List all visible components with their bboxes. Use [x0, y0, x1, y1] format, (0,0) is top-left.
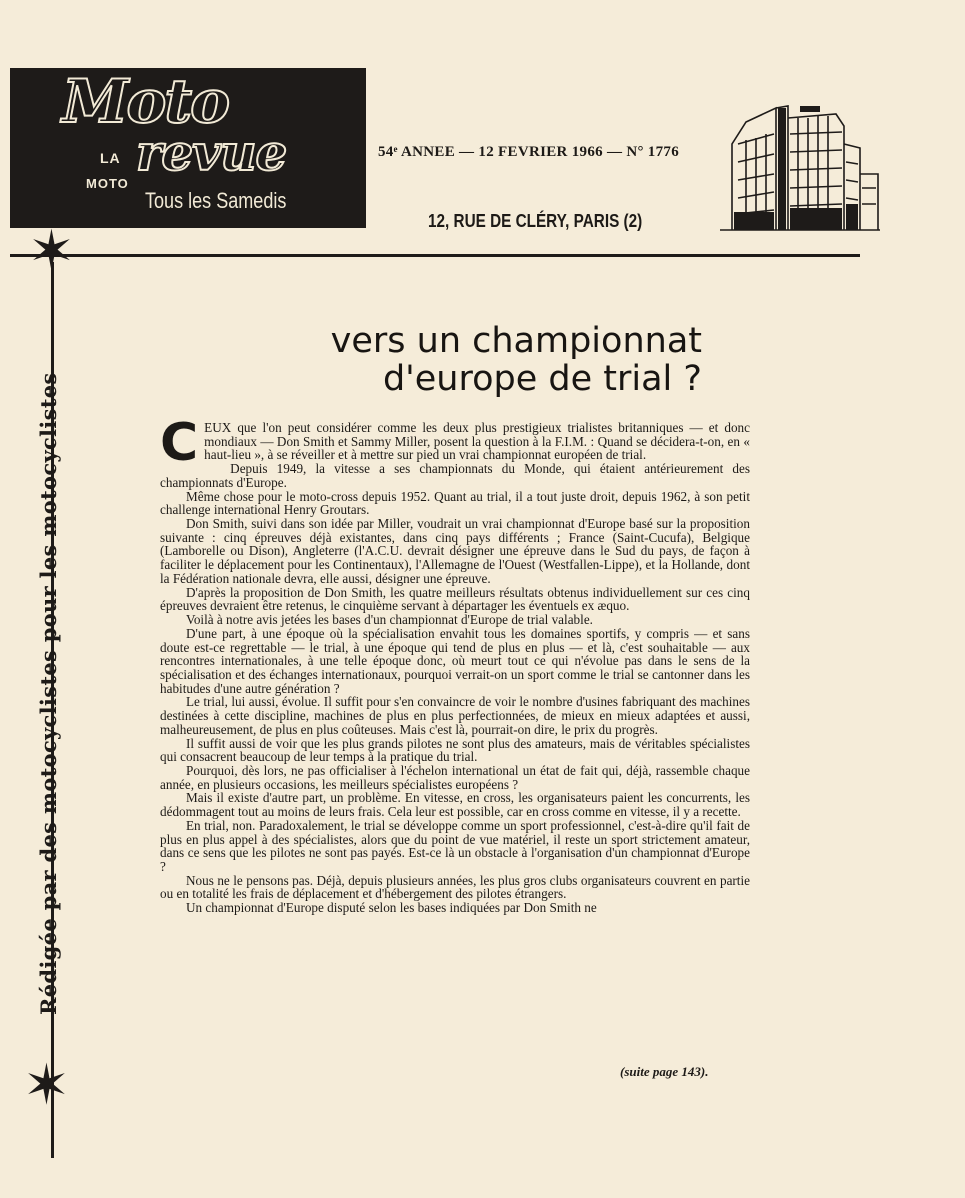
- paragraph: En trial, non. Paradoxalement, le trial se développe comme un sport professionnel, c'est-à-dire qu'il fait de plus en plus appel à des spécialistes, alors que du point de vue matériel, il reste un sport strictement amateur, dans ce sens que les pilotes ne sont pas payés. Est-ce là un obstacle à l'organisation d'un championnat d'Europe ?: [160, 817, 750, 874]
- header-rule: [10, 254, 860, 257]
- masthead-tagline: Tous les Samedis: [145, 188, 287, 213]
- paragraph: Le trial, lui aussi, évolue. Il suffit pour s'en convaincre de voir le nombre d'usines fabriquant des machines destinées à cette discipline, machines de plus en plus perfectionnées, de mieux en mieux adaptées et aussi, malheureusement, de plus en plus coûteuses. Mais c'est là, pourrait-on dire, le prix du progrès.: [160, 694, 750, 737]
- article-body: [160, 413, 750, 916]
- paragraph: Depuis 1949, la vitesse a ses championnats du Monde, qui étaient antérieurement des championnats d'Europe.: [160, 461, 750, 490]
- continued-note[interactable]: (suite page 143).: [620, 1064, 709, 1079]
- masthead-title-revue: revue: [136, 123, 287, 182]
- paragraph: Il suffit aussi de voir que les plus grands pilotes ne sont plus des amateurs, mais de véritables spécialistes qui consacrent beaucoup de leur temps à la pratique du trial.: [160, 735, 750, 765]
- building-illustration: [718, 104, 882, 236]
- side-slogan: Rédigée par des motocyclistes pour les motocyclistes: [36, 372, 61, 1015]
- paragraph: Voilà à notre avis jetées les bases d'un championnat d'Europe de trial valable.: [186, 612, 593, 628]
- star-ornament-top: ✶: [28, 219, 75, 284]
- paragraph: CEUX que l'on peut considérer comme les deux plus prestigieux trialistes britanniques — et donc mondiaux — Don Smith et Sammy Miller, posent la question à la F.I.M. : Quand se décidera-t-on, en « haut-lieu », à se réveiller et à mettre sur pied un vrai championnat européen de trial.: [160, 413, 750, 473]
- paragraph: Mais il existe d'autre part, un problème. En vitesse, en cross, les organisateurs paient les concurrents, les dédommagent tout au moins de leurs frais. Cela leur est possible, car en cross comme en vitesse, il y a recette.: [160, 790, 750, 820]
- publisher-address: 12, RUE DE CLÉRY, PARIS (2): [428, 211, 643, 231]
- article-headline: [300, 322, 702, 398]
- paragraph: Nous ne le pensons pas. Déjà, depuis plusieurs années, les plus gros clubs organisateurs couvrent en partie ou en totalité les frais de déplacement et d'hébergement des pilotes étrangers.: [160, 872, 750, 902]
- paragraph: Pourquoi, dès lors, ne pas officialiser à l'échelon international un état de fait qui, déjà, rassemble chaque année, en plusieurs occasions, les meilleurs spécialistes européens ?: [160, 762, 750, 792]
- star-ornament-bottom: ✶: [23, 1053, 70, 1118]
- headline-line-2: d'europe de trial ?: [382, 359, 702, 399]
- masthead-title-moto: Moto: [62, 67, 229, 137]
- drop-cap: C: [160, 413, 199, 473]
- paragraph: Un championnat d'Europe disputé selon les bases indiquées par Don Smith ne: [186, 900, 597, 916]
- masthead-moto: MOTO: [86, 176, 129, 191]
- headline-line-1: vers un championnat: [330, 321, 702, 361]
- paragraph: Même chose pour le moto-cross depuis 1952. Quant au trial, il a tout juste droit, depuis 1962, à son petit challenge international Henry Groutars.: [160, 488, 750, 518]
- masthead-logo: [10, 68, 366, 228]
- issue-info: 54ᵉ ANNEE — 12 FEVRIER 1966 — N° 1776: [378, 144, 679, 160]
- paragraph: D'une part, à une époque où la spécialisation envahit tous les domaines sportifs, y compris — et sans doute est-ce regrettable — le trial, à une époque qui tend de plus en plus — et là, c'est souhaitable — aux rencontres internationales, à une telle époque donc, où meurt tout ce qui n'évolue pas dans le sens de la spécialisation et des échanges internationaux, pourquoi verrait-on un sport comme le trial se cantonner dans les habitudes d'une autre génération ?: [160, 625, 750, 696]
- paragraph: Don Smith, suivi dans son idée par Miller, voudrait un vrai championnat d'Europe basé sur la proposition suivante : cinq épreuves déjà existantes, dans cinq pays différents ; France (Saint-Cucufa), Belgique (Lamborelle ou Dison), Angleterre (l'A.C.U. devrait désigner une épreuve dans le Sud du pays, de façon à faciliter le déplacement pour les Continentaux), l'Allemagne de l'Ouest (Westfallen-Lippe), et la Hollande, dont la Fédération nationale devra, elle aussi, désigner une épreuve.: [160, 516, 750, 586]
- paragraph: D'après la proposition de Don Smith, les quatre meilleurs résultats obtenus individuellement sur ces cinq épreuves devraient être retenus, le cinquième servant à départager les éventuels ex æquo.: [160, 584, 750, 614]
- masthead-la: LA: [100, 150, 121, 166]
